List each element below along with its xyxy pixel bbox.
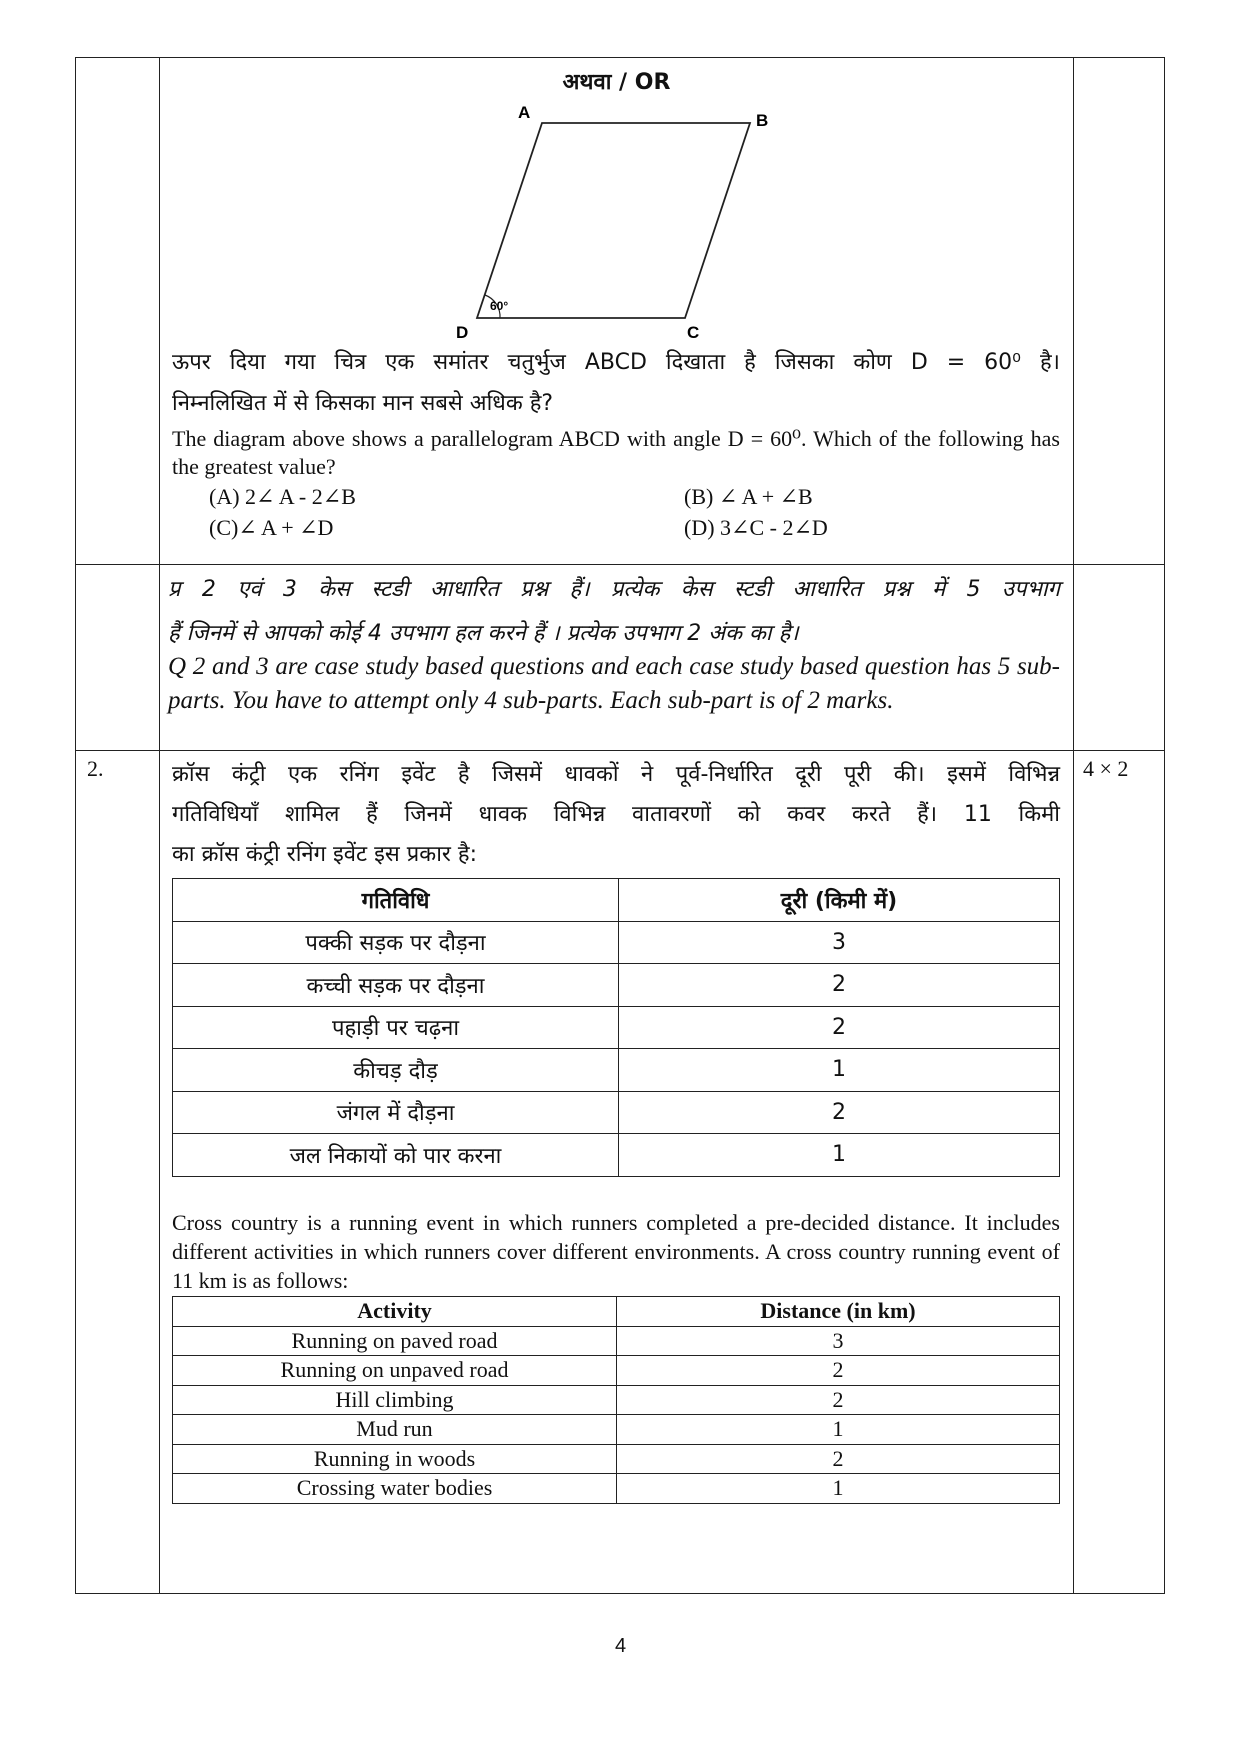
english-activity-table xyxy=(172,1296,1060,1504)
table-row xyxy=(173,1006,1060,1049)
vertex-label-a: A xyxy=(518,103,531,122)
activity-cell: पहाड़ी पर चढ़ना xyxy=(173,1006,619,1049)
activity-cell: Hill climbing xyxy=(173,1385,617,1415)
activity-cell: कीचड़ दौड़ xyxy=(173,1049,619,1092)
page-number: 4 xyxy=(614,1635,627,1657)
table-row xyxy=(173,1049,1060,1092)
instructions-hindi-line2: हैं जिनमें से आपको कोई 4 उपभाग हल करने हैं । प्रत्येक उपभाग 2 अंक का है। xyxy=(168,621,799,646)
distance-cell: 1 xyxy=(617,1415,1060,1445)
question-marks: 4 × 2 xyxy=(1083,756,1129,781)
distance-cell: 2 xyxy=(617,1385,1060,1415)
vertex-label-b: B xyxy=(756,111,769,130)
or-heading-text: अथवा / OR xyxy=(562,70,671,95)
activity-cell: पक्की सड़क पर दौड़ना xyxy=(173,921,619,964)
row-divider-1 xyxy=(75,564,1165,565)
table-header-cell: Distance (in km) xyxy=(617,1297,1060,1327)
table-row xyxy=(173,921,1060,964)
distance-cell: 2 xyxy=(617,1356,1060,1386)
vertex-label-c: C xyxy=(687,323,700,340)
activity-cell: Running on unpaved road xyxy=(173,1356,617,1386)
q2-hindi-line3: का क्रॉस कंट्री रनिंग इवेंट इस प्रकार है: xyxy=(172,842,477,867)
activity-cell: कच्ची सड़क पर दौड़ना xyxy=(173,964,619,1007)
table-row xyxy=(173,1134,1060,1177)
activity-cell: जल निकायों को पार करना xyxy=(173,1134,619,1177)
q2-hindi-line2: गतिविधियाँ शामिल हैं जिनमें धावक विभिन्न वातावरणों को कवर करते हैं। 11 किमी xyxy=(172,802,1060,827)
instructions-english: Q 2 and 3 are case study based questions and each case study based question has 5 sub-parts. You have to attempt only 4 sub-parts. Each sub-part is of 2 marks. xyxy=(168,653,1060,714)
table-row xyxy=(173,1356,1060,1386)
q1-english-text: The diagram above shows a parallelogram ABCD with angle D = 60⁰. Which of the following has the greatest value? xyxy=(172,426,1060,479)
table-row xyxy=(173,1091,1060,1134)
q1-hindi-line2: निम्नलिखित में से किसका मान सबसे अधिक है? xyxy=(172,391,554,416)
instructions-hindi-line1: प्र 2 एवं 3 केस स्टडी आधारित प्रश्न हैं। प्रत्येक केस स्टडी आधारित प्रश्न में 5 उपभाग xyxy=(168,577,1060,602)
hindi-activity-table xyxy=(172,878,1060,1177)
activity-cell: Mud run xyxy=(173,1415,617,1445)
option-a: (A) 2∠ A - 2∠B xyxy=(209,484,356,509)
option-d: (D) 3∠C - 2∠D xyxy=(684,515,828,540)
table-row xyxy=(173,1326,1060,1356)
activity-cell: Running on paved road xyxy=(173,1326,617,1356)
column-divider-marks xyxy=(1073,57,1074,1594)
activity-cell: Running in woods xyxy=(173,1444,617,1474)
option-b: (B) ∠ A + ∠B xyxy=(684,484,813,509)
distance-cell: 3 xyxy=(617,1326,1060,1356)
table-row xyxy=(173,964,1060,1007)
q2-hindi-line1: क्रॉस कंट्री एक रनिंग इवेंट है जिसमें धावकों ने पूर्व-निर्धारित दूरी पूरी की। इसमें विभिन्न xyxy=(172,762,1060,787)
distance-cell: 1 xyxy=(617,1474,1060,1504)
table-header-cell: Activity xyxy=(173,1297,617,1327)
question-number: 2. xyxy=(87,756,104,781)
activity-cell: जंगल में दौड़ना xyxy=(173,1091,619,1134)
table-header-row xyxy=(173,1297,1060,1327)
vertex-label-d: D xyxy=(456,323,469,340)
row-divider-2 xyxy=(75,750,1165,751)
table-row xyxy=(173,1474,1060,1504)
q2-english-text: Cross country is a running event in which runners completed a pre-decided distance. It includes different activities in which runners cover different environments. A cross country running event of 11 km is as follows: xyxy=(172,1210,1060,1293)
q1-hindi-line1: ऊपर दिया गया चित्र एक समांतर चतुर्भुज ABCD दिखाता है जिसका कोण D = 60⁰ है। xyxy=(172,350,1060,375)
parallelogram-diagram xyxy=(440,100,780,340)
table-row xyxy=(173,1385,1060,1415)
table-header-cell: दूरी (किमी में) xyxy=(619,879,1060,922)
distance-cell: 2 xyxy=(617,1444,1060,1474)
angle-label: 60° xyxy=(490,299,509,313)
distance-cell: 2 xyxy=(619,964,1060,1007)
table-header-cell: गतिविधि xyxy=(173,879,619,922)
distance-cell: 1 xyxy=(619,1049,1060,1092)
activity-cell: Crossing water bodies xyxy=(173,1474,617,1504)
distance-cell: 2 xyxy=(619,1006,1060,1049)
parallelogram-shape xyxy=(477,123,750,318)
table-header-row xyxy=(173,879,1060,922)
or-heading xyxy=(160,66,1073,96)
table-row xyxy=(173,1415,1060,1445)
distance-cell: 3 xyxy=(619,921,1060,964)
column-divider-number xyxy=(159,57,160,1594)
table-row xyxy=(173,1444,1060,1474)
option-c: (C)∠ A + ∠D xyxy=(209,515,334,540)
distance-cell: 2 xyxy=(619,1091,1060,1134)
distance-cell: 1 xyxy=(619,1134,1060,1177)
